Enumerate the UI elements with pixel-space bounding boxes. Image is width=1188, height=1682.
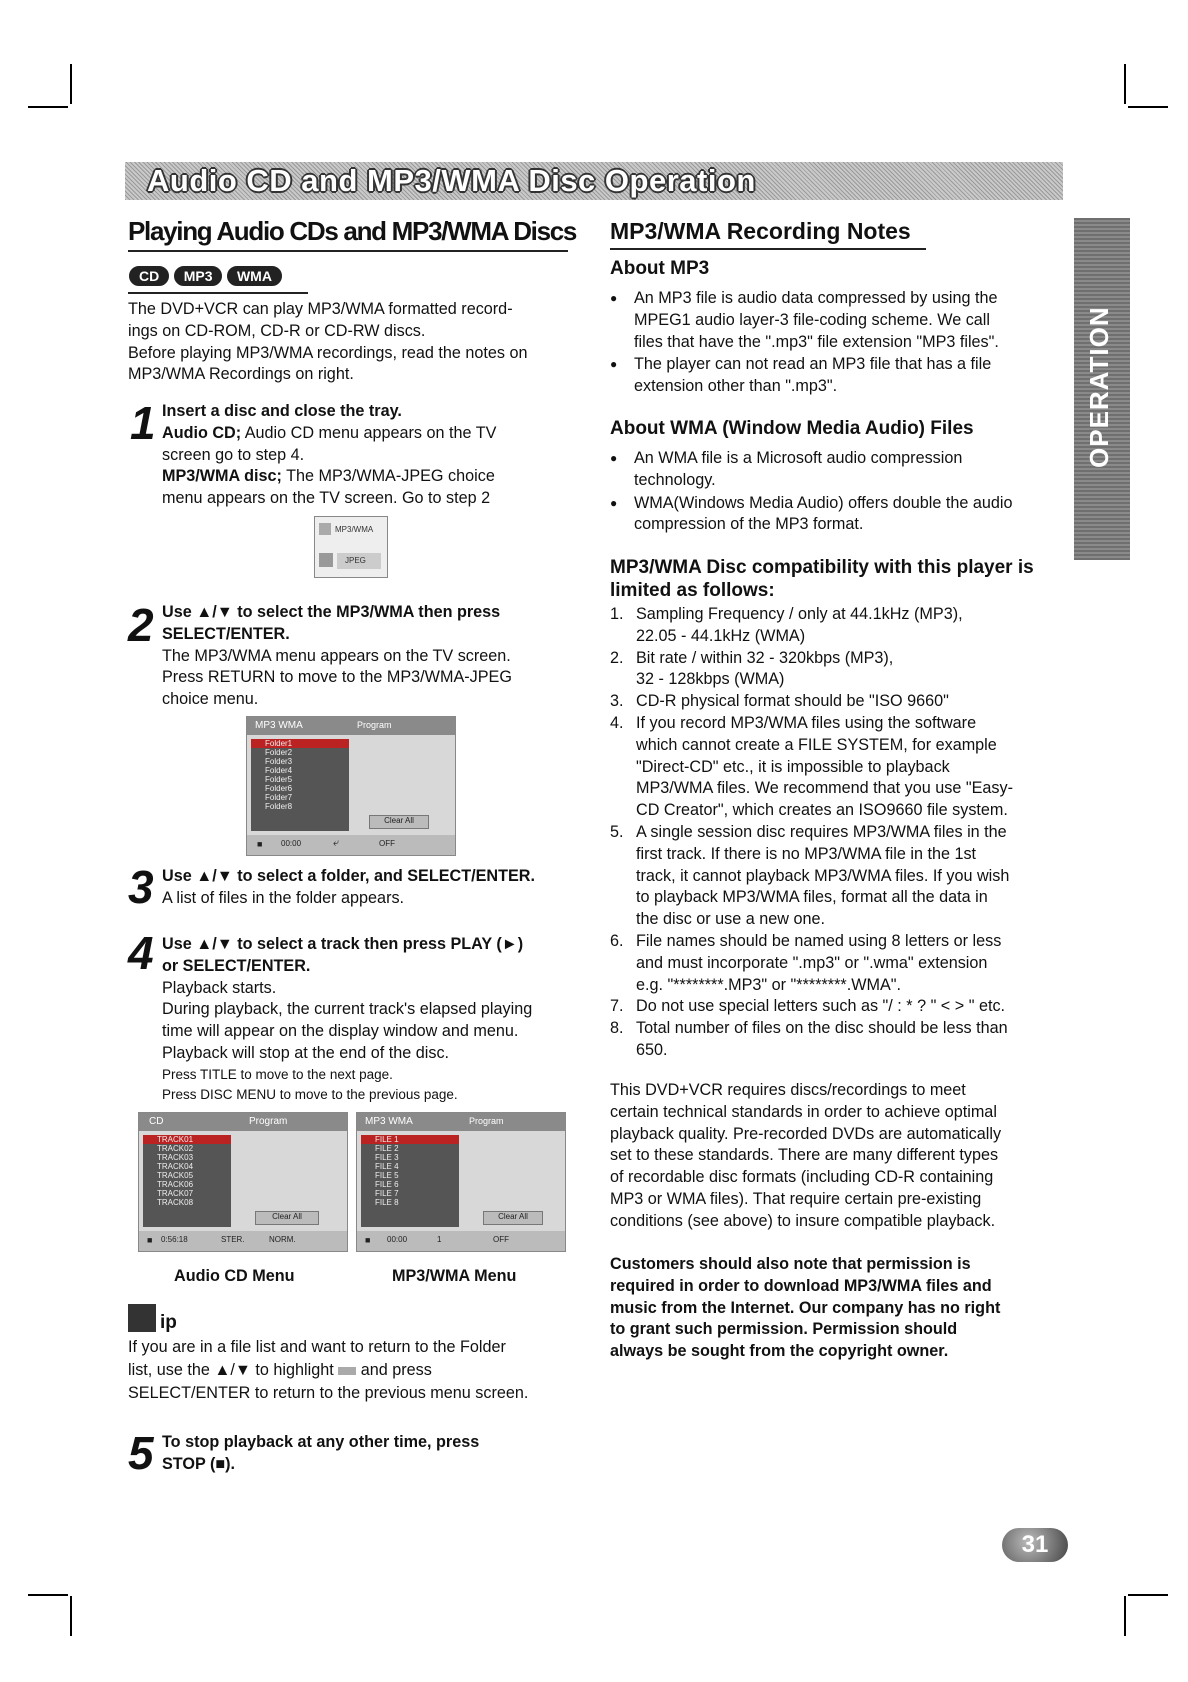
step-1-mp3-disc: MP3/WMA disc; (162, 467, 282, 486)
stop-icon: ■ (257, 839, 263, 849)
list-number: 3. (610, 692, 624, 711)
list-line: and must incorporate ".mp3" or ".wma" extension (636, 953, 988, 972)
step-2-head: SELECT/ENTER. (162, 624, 290, 643)
caption-mp3-menu: MP3/WMA Menu (392, 1267, 517, 1285)
crop-mark (1128, 106, 1168, 108)
left-title: Playing Audio CDs and MP3/WMA Discs (128, 216, 577, 246)
tip-line: and press (360, 1361, 432, 1379)
step-4 (162, 934, 592, 1105)
step-number: 5 (128, 1427, 154, 1479)
crop-mark (1124, 1596, 1126, 1636)
step-4-head: Use ▲/▼ to select a track then press PLAY (►) (162, 935, 524, 953)
list-item (610, 604, 1080, 648)
step-1-head: Insert a disc and close the tray. (162, 402, 402, 420)
elapsed-time: 00:00 (387, 1235, 408, 1244)
step-3 (162, 866, 592, 910)
paragraph-line: MP3 or WMA files). That require certain pre-existing (610, 1189, 982, 1208)
bullet-line: extension other than ".mp3". (634, 377, 838, 396)
notice-line: music from the Internet. Our company has no right (610, 1298, 1001, 1317)
banner-title: Audio CD and MP3/WMA Disc Operation (147, 163, 756, 198)
folder-list (251, 739, 349, 831)
list-line: first track. If there is no MP3/WMA file in the 1st (636, 844, 977, 863)
step-2-line: choice menu. (162, 690, 259, 709)
step-2-line: Press RETURN to move to the MP3/WMA-JPEG (162, 668, 512, 687)
file-list (361, 1135, 459, 1227)
list-line: track, it cannot playback MP3/WMA files. If you wish (636, 866, 1010, 885)
step-1-audio-cd: Audio CD; (162, 423, 242, 442)
step-number: 1 (130, 397, 156, 449)
choice-mp3: MP3/WMA (335, 525, 374, 534)
bullet-line: files that have the ".mp3" file extension "MP3 files". (634, 332, 999, 351)
step-number: 3 (128, 861, 154, 913)
step-1-line: The MP3/WMA-JPEG choice (281, 467, 495, 486)
intro-line: Before playing MP3/WMA recordings, read the notes on (128, 343, 528, 362)
paragraph-line: This DVD+VCR requires discs/recordings to meet (610, 1081, 966, 1099)
list-line: If you record MP3/WMA files using the software (636, 713, 977, 732)
music-note-icon (319, 523, 331, 535)
step-number: 2 (128, 599, 154, 651)
list-item[interactable]: Folder4 (265, 766, 293, 775)
folder-up-icon (338, 1367, 356, 1375)
page-number: 31 (1002, 1528, 1068, 1562)
compat-list (610, 604, 1080, 1062)
tip-text (128, 1336, 588, 1405)
about-wma-list (610, 448, 1070, 537)
crop-mark (28, 1594, 68, 1596)
step-4-line: Playback starts. (162, 978, 277, 997)
bullet-line: ● WMA(Windows Media Audio) offers double the audio (634, 493, 1013, 512)
intro-line: ings on CD-ROM, CD-R or CD-RW discs. (128, 321, 426, 340)
standards-paragraph (610, 1080, 1080, 1233)
crop-mark (1128, 1594, 1168, 1596)
paragraph-line: certain technical standards in order to achieve optimal (610, 1102, 997, 1121)
list-line: which cannot create a FILE SYSTEM, for example (636, 735, 997, 754)
list-item[interactable]: FILE 7 (375, 1189, 399, 1198)
stop-icon: ■ (365, 1235, 371, 1245)
list-line: CD Creator", which creates an ISO9660 file system. (636, 801, 1008, 820)
tip-icon (128, 1304, 156, 1332)
stereo-label: STER. (221, 1235, 245, 1244)
list-line: File names should be named using 8 letters or less (636, 931, 1002, 950)
notice-line: always be sought from the copyright owner. (610, 1342, 949, 1361)
caption-audio-cd-menu: Audio CD Menu (174, 1267, 295, 1285)
list-item[interactable]: TRACK02 (157, 1144, 194, 1153)
notice-line: Customers should also note that permission is (610, 1255, 971, 1273)
list-line: 650. (636, 1040, 668, 1059)
repeat-icon: ⤶ (333, 837, 340, 849)
notice-line: to grant such permission. Permission should (610, 1320, 958, 1339)
step-2-head: Use ▲/▼ to select the MP3/WMA then press (162, 603, 501, 621)
step-4-line: During playback, the current track's elapsed playing (162, 1000, 533, 1019)
list-item[interactable]: FILE 6 (375, 1180, 399, 1189)
list-item[interactable]: FILE 5 (375, 1171, 399, 1180)
step-5-head: STOP (■). (162, 1454, 236, 1473)
bullet-line: technology. (634, 470, 716, 489)
elapsed-time: 0:56:18 (161, 1235, 188, 1244)
compat-title-line: MP3/WMA Disc compatibility with this player is (610, 557, 1034, 578)
list-line: to playback MP3/WMA files, format all the data in (636, 888, 988, 907)
list-item[interactable]: FILE 4 (375, 1162, 399, 1171)
list-item[interactable]: TRACK01 (143, 1135, 231, 1144)
track-list (143, 1135, 231, 1227)
step-2-line: The MP3/WMA menu appears on the TV screen. (162, 646, 511, 665)
list-line: Total number of files on the disc should be less than (636, 1019, 1008, 1038)
choice-jpeg: JPEG (345, 556, 366, 565)
list-item (610, 691, 1080, 713)
step-5-head: To stop playback at any other time, press (162, 1433, 480, 1451)
audio-cd-menu-screen (138, 1112, 348, 1252)
list-line: MP3/WMA files. We recommend that you use "Easy- (636, 779, 1013, 798)
list-number: 8. (610, 1019, 624, 1038)
bullet-line: ● An MP3 file is audio data compressed by using the (634, 289, 998, 307)
list-item (610, 493, 1070, 537)
list-line: e.g. "********.MP3" or "********.WMA". (636, 975, 901, 994)
mp3-file-menu-screen (356, 1112, 566, 1252)
elapsed-time: 00:00 (281, 839, 302, 848)
list-item (610, 354, 1070, 398)
step-number: 4 (128, 927, 154, 979)
off-label: OFF (493, 1235, 509, 1244)
list-item[interactable]: Folder8 (265, 802, 293, 811)
disc-badges (128, 265, 281, 287)
step-1-line: menu appears on the TV screen. Go to step 2 (162, 489, 491, 508)
list-item (610, 648, 1080, 692)
list-number: 4. (610, 713, 624, 732)
list-line: 32 - 128kbps (WMA) (636, 670, 785, 689)
choice-menu-screen (314, 516, 388, 578)
bullet-line: ● An WMA file is a Microsoft audio compression (634, 449, 963, 467)
paragraph-line: set to these standards. There are many different types (610, 1146, 999, 1165)
list-item[interactable]: Folder5 (265, 775, 293, 784)
section-banner (125, 162, 1063, 200)
step-1-line: Audio CD menu appears on the TV (241, 423, 497, 442)
list-item[interactable]: FILE 3 (375, 1153, 399, 1162)
list-line: A single session disc requires MP3/WMA files in the (636, 822, 1007, 841)
menu-tab-mp3: MP3 WMA (255, 720, 303, 731)
clear-all-button[interactable]: Clear All (255, 1211, 319, 1225)
list-item[interactable]: TRACK05 (157, 1171, 194, 1180)
list-item (610, 448, 1070, 492)
clear-all-button[interactable]: Clear All (369, 815, 429, 829)
tip-line: list, use the ▲/▼ to highlight (128, 1361, 334, 1379)
about-mp3-list (610, 288, 1070, 399)
compat-title (610, 556, 1080, 602)
left-title-rule (128, 250, 568, 252)
step-4-note: Press DISC MENU to move to the previous page. (162, 1086, 458, 1102)
compat-title-line: limited as follows: (610, 580, 775, 601)
notice-line: required in order to download MP3/WMA files and (610, 1276, 992, 1295)
menu-tab-program: Program (469, 1116, 504, 1126)
badge-mp3: MP3 (173, 265, 224, 287)
stop-icon: ■ (147, 1235, 153, 1245)
list-number: 1. (610, 605, 624, 623)
badge-rule (128, 292, 308, 294)
list-item[interactable]: Folder1 (251, 739, 349, 748)
picture-icon (319, 553, 333, 567)
side-tab-label: OPERATION (1084, 306, 1114, 468)
list-item[interactable]: FILE 8 (375, 1198, 399, 1207)
list-number: 7. (610, 997, 624, 1016)
step-1-line: screen go to step 4. (162, 445, 305, 464)
list-number: 6. (610, 931, 624, 950)
left-intro (128, 299, 578, 386)
step-4-line: time will appear on the display window and menu. (162, 1022, 519, 1041)
crop-mark (70, 64, 72, 104)
badge-cd: CD (128, 265, 170, 287)
menu-tab-program: Program (357, 720, 392, 730)
step-4-line: Playback will stop at the end of the disc. (162, 1043, 450, 1062)
list-item[interactable]: Folder7 (265, 793, 293, 802)
crop-mark (28, 106, 68, 108)
tip-title: ip (160, 1312, 177, 1333)
list-item[interactable]: FILE 2 (375, 1144, 399, 1153)
menu-tab-cd: CD (149, 1116, 164, 1127)
menu-status-bar (247, 835, 455, 855)
step-4-head: or SELECT/ENTER. (162, 956, 311, 975)
list-item (610, 713, 1080, 822)
list-item[interactable]: FILE 1 (361, 1135, 459, 1144)
bullet-line: MPEG1 audio layer-3 file-coding scheme. We call (634, 310, 990, 329)
badge-wma: WMA (226, 265, 283, 287)
step-4-note: Press TITLE to move to the next page. (162, 1066, 393, 1082)
right-title: MP3/WMA Recording Notes (610, 218, 911, 244)
list-item[interactable]: Folder2 (265, 748, 293, 757)
list-item[interactable]: TRACK04 (157, 1162, 194, 1171)
step-1 (162, 401, 582, 510)
step-2 (162, 602, 582, 711)
list-item[interactable]: TRACK07 (157, 1189, 194, 1198)
paragraph-line: playback quality. Pre-recorded DVDs are automatically (610, 1124, 1002, 1143)
menu-tab-mp3: MP3 WMA (365, 1116, 413, 1127)
right-title-rule (610, 248, 926, 250)
list-item[interactable]: TRACK03 (157, 1153, 194, 1162)
list-item[interactable]: Folder6 (265, 784, 293, 793)
paragraph-line: of recordable disc formats (including CD-R containing (610, 1168, 994, 1187)
about-wma-title: About WMA (Window Media Audio) Files (610, 418, 974, 439)
list-item[interactable]: TRACK08 (157, 1198, 194, 1207)
intro-line: The DVD+VCR can play MP3/WMA formatted record- (128, 300, 513, 318)
list-item (610, 822, 1080, 931)
list-line: CD-R physical format should be "ISO 9660" (636, 692, 949, 711)
side-tab (1074, 218, 1130, 560)
bullet-line: compression of the MP3 format. (634, 515, 864, 534)
list-item[interactable]: Folder3 (265, 757, 293, 766)
copyright-notice (610, 1254, 1080, 1363)
menu-tab-program: Program (249, 1116, 288, 1127)
list-line: 22.05 - 44.1kHz (WMA) (636, 626, 806, 645)
list-line: "Direct-CD" etc., it is impossible to playback (636, 757, 950, 776)
tip-line: SELECT/ENTER to return to the previous menu screen. (128, 1384, 529, 1402)
clear-all-button[interactable]: Clear All (483, 1211, 543, 1225)
step-3-head: Use ▲/▼ to select a folder, and SELECT/ENTER. (162, 867, 535, 885)
off-label: OFF (379, 839, 395, 848)
list-item (610, 931, 1080, 996)
paragraph-line: conditions (see above) to insure compatible playback. (610, 1211, 996, 1230)
list-item (610, 1018, 1080, 1062)
track-number: 1 (437, 1235, 442, 1244)
list-line: the disc or use a new one. (636, 910, 825, 929)
mp3-folder-menu-screen (246, 716, 456, 856)
bullet-line: ● The player can not read an MP3 file that has a file (634, 355, 992, 374)
list-line: Bit rate / within 32 - 320kbps (MP3), (636, 648, 894, 667)
list-item[interactable]: TRACK06 (157, 1180, 194, 1189)
list-line: Sampling Frequency / only at 44.1kHz (MP3), (636, 605, 963, 623)
crop-mark (70, 1596, 72, 1636)
list-number: 2. (610, 648, 624, 667)
list-item (610, 288, 1070, 353)
list-number: 5. (610, 822, 624, 841)
step-3-line: A list of files in the folder appears. (162, 888, 405, 907)
crop-mark (1124, 64, 1126, 104)
list-line: Do not use special letters such as "/ : * ? " < > " etc. (636, 997, 1006, 1016)
menu-tab-bar (139, 1113, 347, 1131)
intro-line: MP3/WMA Recordings on right. (128, 365, 354, 384)
step-5 (162, 1432, 592, 1476)
norm-label: NORM. (269, 1235, 296, 1244)
tip-line: If you are in a file list and want to return to the Folder (128, 1338, 506, 1356)
list-item (610, 996, 1080, 1018)
about-mp3-title: About MP3 (610, 258, 710, 279)
